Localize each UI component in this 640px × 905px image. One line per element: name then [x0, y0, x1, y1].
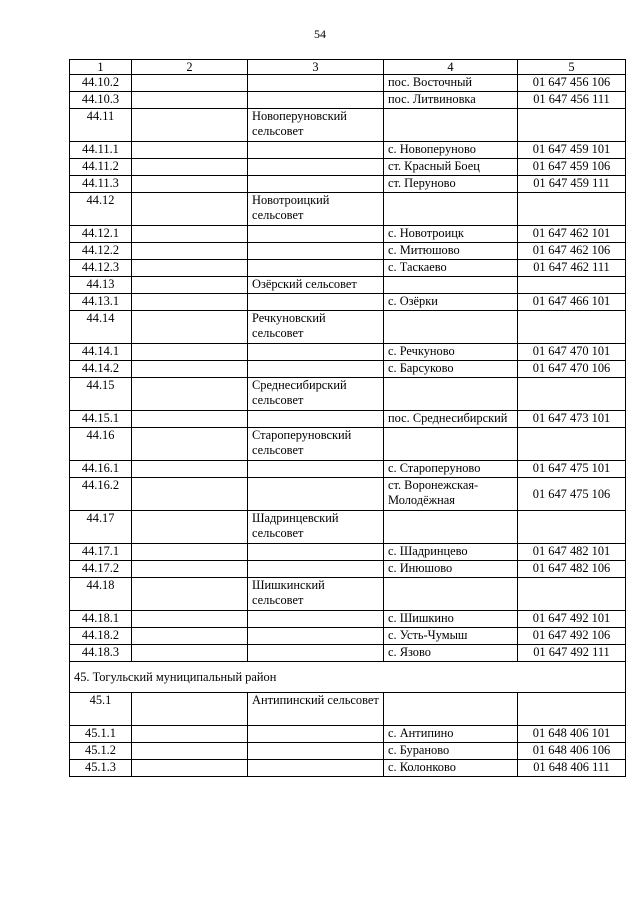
table-row [70, 361, 626, 378]
municipality-cell [248, 628, 384, 645]
municipality-cell: Речкуновский сельсовет [248, 311, 384, 344]
okato-code-cell: 01 647 459 111 [518, 176, 626, 193]
code-cell: 44.14.2 [70, 361, 132, 378]
table-row [70, 544, 626, 561]
code-cell: 44.12 [70, 193, 132, 226]
code-cell: 44.10.2 [70, 75, 132, 92]
table-row [70, 693, 626, 726]
table-row [70, 142, 626, 159]
page-number: 54 [314, 27, 326, 41]
municipality-cell [248, 75, 384, 92]
table-row [70, 193, 626, 226]
table-row [70, 461, 626, 478]
table-row [70, 311, 626, 344]
blank-cell [132, 142, 248, 159]
blank-cell [132, 544, 248, 561]
code-cell: 44.12.2 [70, 243, 132, 260]
okato-code-cell: 01 647 470 106 [518, 361, 626, 378]
okato-code-cell: 01 648 406 101 [518, 726, 626, 743]
code-cell: 44.14 [70, 311, 132, 344]
settlement-cell: пос. Восточный [384, 75, 518, 92]
table-row [70, 378, 626, 411]
blank-cell [132, 193, 248, 226]
okato-code-cell [518, 578, 626, 611]
code-cell: 44.13.1 [70, 294, 132, 311]
blank-cell [132, 561, 248, 578]
settlements-table [69, 59, 626, 777]
okato-code-cell: 01 647 459 101 [518, 142, 626, 159]
blank-cell [132, 159, 248, 176]
municipality-cell [248, 461, 384, 478]
code-cell: 44.11 [70, 109, 132, 142]
header-row [70, 60, 626, 75]
okato-code-cell: 01 647 475 101 [518, 461, 626, 478]
blank-cell [132, 461, 248, 478]
okato-code-cell: 01 647 492 111 [518, 645, 626, 662]
blank-cell [132, 294, 248, 311]
code-cell: 44.18 [70, 578, 132, 611]
table-row [70, 628, 626, 645]
table-row [70, 611, 626, 628]
municipality-cell [248, 760, 384, 777]
municipality-cell [248, 645, 384, 662]
settlement-cell [384, 109, 518, 142]
settlement-cell: с. Барсуково [384, 361, 518, 378]
table-row [70, 511, 626, 544]
settlement-cell: с. Речкуново [384, 344, 518, 361]
municipality-cell [248, 561, 384, 578]
code-cell: 44.15.1 [70, 411, 132, 428]
okato-code-cell: 01 647 462 106 [518, 243, 626, 260]
blank-cell [132, 92, 248, 109]
municipality-cell: Шишкинский сельсовет [248, 578, 384, 611]
municipality-cell [248, 159, 384, 176]
table-row [70, 92, 626, 109]
code-cell: 44.11.3 [70, 176, 132, 193]
okato-code-cell [518, 693, 626, 726]
municipality-cell: Озёрский сельсовет [248, 277, 384, 294]
blank-cell [132, 176, 248, 193]
settlement-cell: с. Шишкино [384, 611, 518, 628]
blank-cell [132, 428, 248, 461]
table-row [70, 743, 626, 760]
okato-code-cell: 01 647 466 101 [518, 294, 626, 311]
table-header [70, 60, 626, 75]
blank-cell [132, 226, 248, 243]
code-cell: 44.15 [70, 378, 132, 411]
okato-code-cell: 01 647 456 111 [518, 92, 626, 109]
blank-cell [132, 628, 248, 645]
municipality-cell [248, 743, 384, 760]
code-cell: 44.18.2 [70, 628, 132, 645]
code-cell: 44.13 [70, 277, 132, 294]
settlement-cell: ст. Перуново [384, 176, 518, 193]
okato-code-cell: 01 647 475 106 [518, 478, 626, 511]
blank-cell [132, 109, 248, 142]
blank-cell [132, 311, 248, 344]
settlement-cell: с. Язово [384, 645, 518, 662]
settlement-cell: с. Инюшово [384, 561, 518, 578]
settlement-cell: с. Бураново [384, 743, 518, 760]
okato-code-cell: 01 647 459 106 [518, 159, 626, 176]
code-cell: 44.10.3 [70, 92, 132, 109]
municipality-cell [248, 92, 384, 109]
settlement-cell: с. Усть-Чумыш [384, 628, 518, 645]
code-cell: 44.12.1 [70, 226, 132, 243]
okato-code-cell [518, 109, 626, 142]
settlement-cell: пос. Литвиновка [384, 92, 518, 109]
okato-code-cell [518, 193, 626, 226]
column-header: 1 [70, 60, 132, 75]
municipality-cell [248, 411, 384, 428]
municipality-cell: Среднесибирский сельсовет [248, 378, 384, 411]
municipality-cell [248, 611, 384, 628]
settlement-cell [384, 511, 518, 544]
municipality-cell: Староперуновский сельсовет [248, 428, 384, 461]
table-row [70, 226, 626, 243]
settlement-cell: с. Новоперуново [384, 142, 518, 159]
table-body [70, 75, 626, 777]
table-row [70, 109, 626, 142]
municipality-cell [248, 344, 384, 361]
municipality-cell [248, 243, 384, 260]
settlement-cell [384, 311, 518, 344]
code-cell: 44.17.1 [70, 544, 132, 561]
municipality-cell [248, 544, 384, 561]
settlement-cell [384, 378, 518, 411]
settlement-cell: с. Староперуново [384, 461, 518, 478]
code-cell: 44.16.2 [70, 478, 132, 511]
blank-cell [132, 411, 248, 428]
municipality-cell [248, 294, 384, 311]
okato-code-cell: 01 647 462 111 [518, 260, 626, 277]
code-cell: 45.1.3 [70, 760, 132, 777]
table-row [70, 260, 626, 277]
okato-code-cell: 01 647 470 101 [518, 344, 626, 361]
municipality-cell [248, 226, 384, 243]
blank-cell [132, 743, 248, 760]
code-cell: 44.18.1 [70, 611, 132, 628]
okato-code-cell: 01 647 492 106 [518, 628, 626, 645]
code-cell: 44.16.1 [70, 461, 132, 478]
okato-code-cell: 01 647 482 101 [518, 544, 626, 561]
municipality-cell [248, 478, 384, 511]
blank-cell [132, 361, 248, 378]
settlement-cell: с. Таскаево [384, 260, 518, 277]
settlement-cell: с. Шадринцево [384, 544, 518, 561]
table-row [70, 159, 626, 176]
blank-cell [132, 578, 248, 611]
table-row [70, 478, 626, 511]
table-row [70, 344, 626, 361]
table-row [70, 760, 626, 777]
okato-code-cell [518, 378, 626, 411]
section-row [70, 662, 626, 693]
settlement-cell: ст. Воронежская-Молодёжная [384, 478, 518, 511]
blank-cell [132, 726, 248, 743]
settlement-cell [384, 693, 518, 726]
okato-code-cell: 01 647 492 101 [518, 611, 626, 628]
blank-cell [132, 260, 248, 277]
table-row [70, 411, 626, 428]
municipality-cell [248, 726, 384, 743]
column-header: 4 [384, 60, 518, 75]
table-row [70, 428, 626, 461]
settlement-cell: с. Митюшово [384, 243, 518, 260]
code-cell: 44.18.3 [70, 645, 132, 662]
municipality-cell: Шадринцевский сельсовет [248, 511, 384, 544]
settlement-cell [384, 193, 518, 226]
code-cell: 44.11.2 [70, 159, 132, 176]
code-cell: 44.12.3 [70, 260, 132, 277]
code-cell: 45.1 [70, 693, 132, 726]
blank-cell [132, 344, 248, 361]
code-cell: 45.1.1 [70, 726, 132, 743]
okato-code-cell: 01 647 456 106 [518, 75, 626, 92]
settlement-cell: с. Озёрки [384, 294, 518, 311]
okato-code-cell: 01 647 473 101 [518, 411, 626, 428]
municipality-cell [248, 142, 384, 159]
blank-cell [132, 378, 248, 411]
code-cell: 44.14.1 [70, 344, 132, 361]
municipality-cell: Новоперуновский сельсовет [248, 109, 384, 142]
okato-code-cell [518, 277, 626, 294]
code-cell: 44.17.2 [70, 561, 132, 578]
blank-cell [132, 243, 248, 260]
municipality-cell: Антипинский сельсовет [248, 693, 384, 726]
code-cell: 44.16 [70, 428, 132, 461]
okato-code-cell [518, 511, 626, 544]
settlement-cell [384, 277, 518, 294]
blank-cell [132, 478, 248, 511]
municipality-cell [248, 361, 384, 378]
table-row [70, 645, 626, 662]
okato-code-cell: 01 647 462 101 [518, 226, 626, 243]
okato-code-cell: 01 648 406 106 [518, 743, 626, 760]
blank-cell [132, 611, 248, 628]
table-row [70, 578, 626, 611]
table-row [70, 294, 626, 311]
okato-code-cell: 01 647 482 106 [518, 561, 626, 578]
settlement-cell: ст. Красный Боец [384, 159, 518, 176]
code-cell: 44.17 [70, 511, 132, 544]
settlement-cell [384, 578, 518, 611]
settlement-cell: пос. Среднесибирский [384, 411, 518, 428]
table-row [70, 726, 626, 743]
okato-code-cell: 01 648 406 111 [518, 760, 626, 777]
column-header: 5 [518, 60, 626, 75]
code-cell: 44.11.1 [70, 142, 132, 159]
table-row [70, 243, 626, 260]
okato-code-cell [518, 428, 626, 461]
municipality-cell [248, 260, 384, 277]
code-cell: 45.1.2 [70, 743, 132, 760]
table-row [70, 75, 626, 92]
blank-cell [132, 760, 248, 777]
settlement-cell: с. Колонково [384, 760, 518, 777]
settlement-cell: с. Новотроицк [384, 226, 518, 243]
settlement-cell [384, 428, 518, 461]
settlement-cell: с. Антипино [384, 726, 518, 743]
table-row [70, 561, 626, 578]
blank-cell [132, 693, 248, 726]
blank-cell [132, 645, 248, 662]
column-header: 3 [248, 60, 384, 75]
blank-cell [132, 277, 248, 294]
okato-code-cell [518, 311, 626, 344]
blank-cell [132, 75, 248, 92]
section-title: 45. Тогульский муниципальный район [70, 662, 626, 693]
municipality-cell: Новотроицкий сельсовет [248, 193, 384, 226]
municipality-cell [248, 176, 384, 193]
blank-cell [132, 511, 248, 544]
column-header: 2 [132, 60, 248, 75]
table-row [70, 277, 626, 294]
table-row [70, 176, 626, 193]
